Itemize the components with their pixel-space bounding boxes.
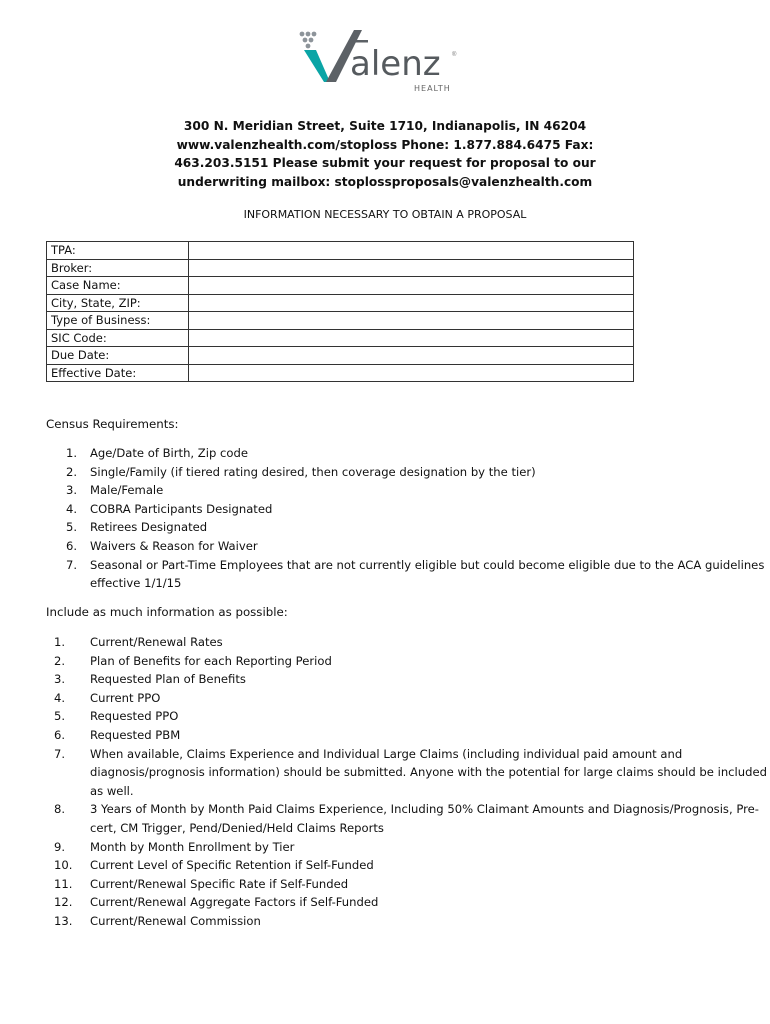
list-item: [46, 481, 770, 500]
list-text: Single/Family (if tiered rating desired, then coverage designation by the tier): [90, 464, 536, 479]
list-number: 13.: [54, 913, 73, 928]
list-number: 5.: [66, 520, 78, 535]
form-row: [47, 364, 634, 382]
list-text: 3 Years of Month by Month Paid Claims Experience, Including 50% Claimant Amounts and Diagnosis/Prognosis, Pre-cert, CM Trigger, Pend/Denied/Held Claims Reports: [90, 802, 759, 835]
census-list: [46, 444, 770, 593]
form-value-field[interactable]: [189, 242, 634, 260]
form-label: City, State, ZIP:: [47, 294, 189, 312]
logo-v-teal: [304, 50, 330, 82]
list-number: 11.: [54, 876, 73, 891]
list-text: Requested PPO: [90, 709, 179, 724]
list-item: [46, 556, 770, 593]
form-value-field[interactable]: [189, 294, 634, 312]
list-item: [46, 537, 770, 556]
list-text: Age/Date of Birth, Zip code: [90, 446, 248, 460]
logo-dots-icon: [300, 32, 317, 49]
list-number: 5.: [54, 709, 66, 724]
list-text: Male/Female: [90, 483, 164, 498]
form-value-field[interactable]: [189, 312, 634, 330]
list-item: [46, 856, 770, 875]
list-number: 7.: [66, 557, 78, 572]
list-text: Current/Renewal Aggregate Factors if Self-Funded: [90, 895, 379, 910]
address-line: 300 N. Meridian Street, Suite 1710, Indianapolis, IN 46204: [183, 119, 587, 133]
list-item: [46, 893, 770, 912]
list-item: [46, 707, 770, 726]
list-text: Requested Plan of Benefits: [90, 672, 246, 687]
form-row: [47, 277, 634, 295]
list-text: Seasonal or Part-Time Employees that are not currently eligible but could become eligible due to the ACA guidelines effective 1/1/15: [90, 557, 765, 591]
page-title: INFORMATION NECESSARY TO OBTAIN A PROPOSAL: [243, 208, 527, 221]
list-text: Waivers & Reason for Waiver: [90, 538, 258, 553]
form-row: [47, 242, 634, 260]
form-label: TPA:: [47, 242, 189, 260]
form-label: Broker:: [47, 259, 189, 277]
list-item: [46, 670, 770, 689]
form-label: Type of Business:: [47, 312, 189, 330]
mailbox-line: underwriting mailbox: stoplossproposals@valenzhealth.com: [177, 174, 593, 189]
form-value-field[interactable]: [189, 364, 634, 382]
list-item: [46, 652, 770, 671]
list-item: [46, 463, 770, 482]
address-block: [160, 117, 610, 191]
list-number: 2.: [54, 653, 66, 668]
form-label: Effective Date:: [47, 364, 189, 382]
form-row: [47, 312, 634, 330]
logo-wordmark: alenz: [350, 44, 441, 84]
list-number: 7.: [54, 746, 66, 761]
form-value-field[interactable]: [189, 347, 634, 365]
list-number: 1.: [54, 635, 66, 649]
list-text: When available, Claims Experience and Individual Large Claims (including individual paid amount and diagnosis/prognosis information) should be submitted. Anyone with the potential for large claims should be included as well.: [90, 746, 767, 798]
form-row: [47, 294, 634, 312]
list-text: Current/Renewal Rates: [90, 635, 223, 649]
list-text: Current PPO: [90, 690, 161, 705]
form-row: [47, 329, 634, 347]
list-item: [46, 912, 770, 931]
include-list: [46, 633, 770, 931]
include-heading: Include as much information as possible:: [46, 605, 288, 619]
form-row: [47, 259, 634, 277]
list-item: [46, 633, 770, 652]
list-number: 9.: [54, 839, 66, 854]
form-label: Due Date:: [47, 347, 189, 365]
list-text: Requested PBM: [90, 727, 181, 742]
list-number: 3.: [66, 483, 78, 498]
proposal-info-table: [46, 241, 634, 382]
form-value-field[interactable]: [189, 277, 634, 295]
contact-line: www.valenzhealth.com/stoploss Phone: 1.877.884.6475 Fax:: [176, 137, 594, 152]
list-item: [46, 689, 770, 708]
list-item: [46, 726, 770, 745]
list-text: Current Level of Specific Retention if Self-Funded: [90, 858, 374, 873]
list-item: [46, 838, 770, 857]
logo-macron: [354, 40, 368, 43]
list-number: 1.: [66, 446, 78, 460]
logo-subtitle: HEALTH: [414, 84, 451, 93]
form-value-field[interactable]: [189, 259, 634, 277]
list-number: 4.: [54, 690, 66, 705]
list-text: Plan of Benefits for each Reporting Period: [90, 653, 332, 668]
list-text: COBRA Participants Designated: [90, 501, 273, 516]
list-item: [46, 500, 770, 519]
list-item: [46, 444, 770, 463]
list-number: 3.: [54, 672, 66, 687]
form-label: SIC Code:: [47, 329, 189, 347]
form-row: [47, 347, 634, 365]
list-item: [46, 800, 770, 837]
list-number: 2.: [66, 464, 78, 479]
list-item: [46, 745, 770, 801]
list-item: [46, 518, 770, 537]
list-number: 10.: [54, 858, 73, 873]
list-text: Retirees Designated: [90, 520, 208, 535]
logo-registered: ®: [452, 52, 457, 58]
form-label: Case Name:: [47, 277, 189, 295]
list-number: 8.: [54, 802, 66, 817]
list-text: Current/Renewal Commission: [90, 913, 261, 928]
list-item: [46, 875, 770, 894]
census-heading: Census Requirements:: [46, 417, 179, 431]
list-number: 12.: [54, 895, 73, 910]
list-number: 4.: [66, 501, 78, 516]
form-value-field[interactable]: [189, 329, 634, 347]
list-number: 6.: [66, 538, 78, 553]
list-text: Current/Renewal Specific Rate if Self-Funded: [90, 876, 349, 891]
contact-line: 463.203.5151 Please submit your request for proposal to our: [174, 156, 596, 170]
list-text: Month by Month Enrollment by Tier: [90, 839, 295, 854]
list-number: 6.: [54, 727, 66, 742]
